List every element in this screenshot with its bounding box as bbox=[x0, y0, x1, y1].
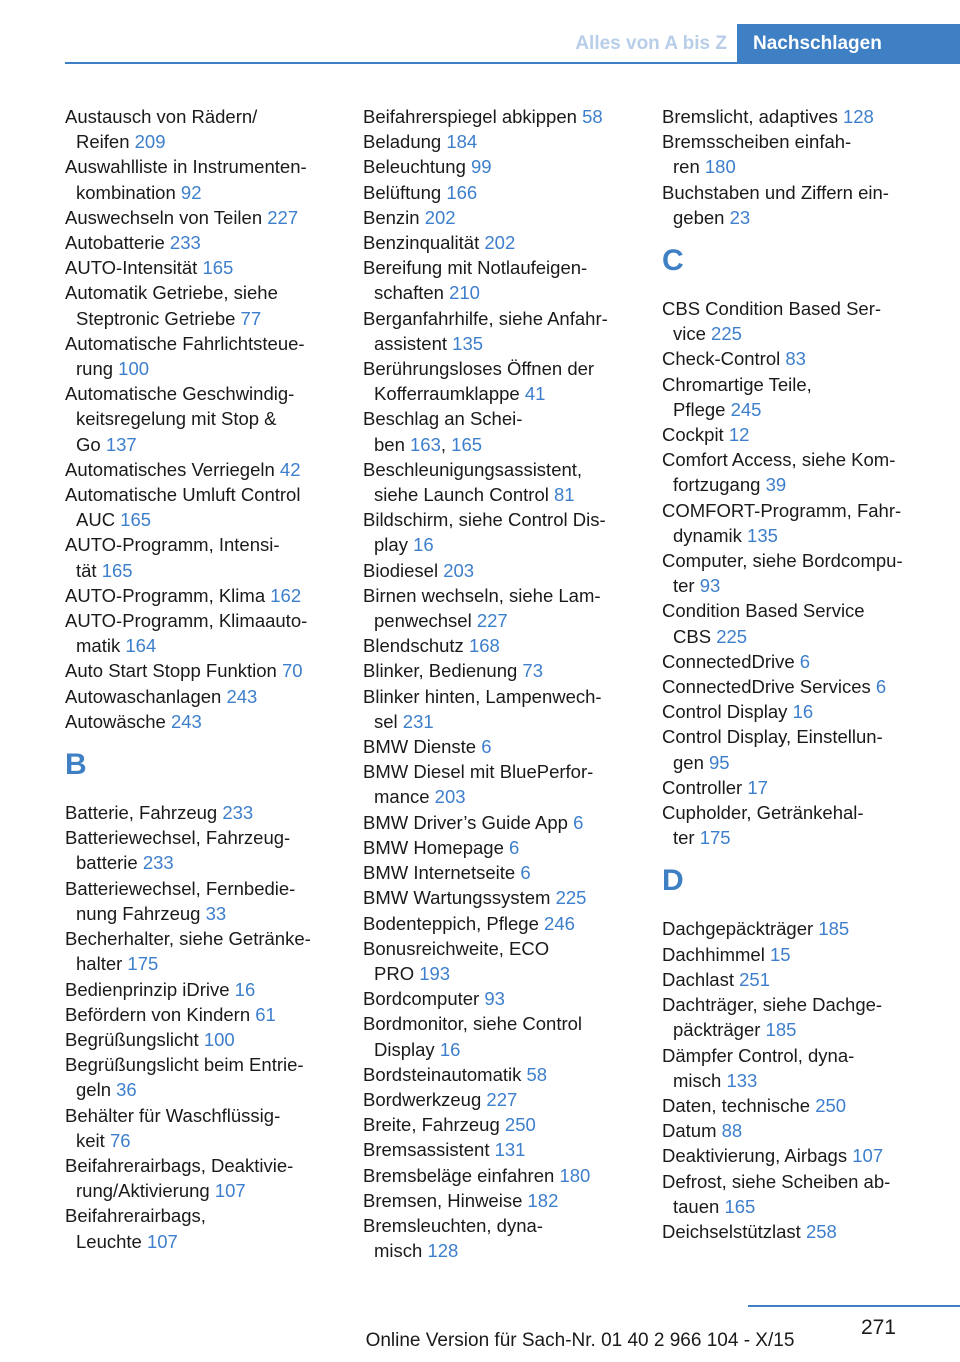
index-term: BMW Dienste bbox=[363, 736, 477, 758]
index-term: Befördern von Kindern bbox=[65, 1003, 251, 1025]
index-term: Batteriewechsel, Fernbedie- nung Fahrzeug bbox=[65, 877, 296, 924]
page-reference-link[interactable]: 246 bbox=[544, 912, 575, 934]
index-term: Daten, technische bbox=[662, 1094, 811, 1116]
page-reference-link[interactable]: 233 bbox=[222, 802, 254, 824]
index-term: Beleuchtung bbox=[363, 156, 466, 178]
footer-note: Online Version für Sach-Nr. 01 40 2 966 104 - X/15 bbox=[365, 1330, 795, 1351]
page-reference-link[interactable]: 128 bbox=[427, 1240, 459, 1262]
page-reference-link[interactable]: 61 bbox=[255, 1003, 276, 1025]
index-term: Beschleunigungsassistent, siehe Launch Control bbox=[363, 458, 583, 506]
page-reference-link[interactable]: 70 bbox=[282, 660, 303, 682]
index-term: Autowäsche bbox=[65, 710, 166, 732]
index-entry bbox=[65, 1153, 337, 1203]
index-entry bbox=[363, 1163, 635, 1188]
index-entry bbox=[65, 205, 337, 230]
index-entry bbox=[65, 532, 337, 582]
index-term: Benzin bbox=[363, 206, 420, 228]
page-reference-link[interactable]: 39 bbox=[765, 474, 787, 496]
page-reference-link[interactable]: 225 bbox=[555, 887, 587, 909]
index-entry bbox=[65, 1103, 337, 1153]
index-term: Control Display, Einstellun- gen bbox=[662, 726, 883, 773]
page-reference-link[interactable]: 250 bbox=[504, 1114, 536, 1136]
index-term: Bordmonitor, siehe Control Display bbox=[363, 1013, 583, 1060]
index-entry bbox=[65, 825, 337, 875]
header-section-title[interactable]: Alles von A bis Z bbox=[575, 33, 727, 54]
page-reference-link[interactable]: 180 bbox=[559, 1164, 591, 1186]
page-reference-link[interactable]: 184 bbox=[446, 131, 478, 153]
index-term: Bremslicht, adaptives bbox=[662, 106, 838, 127]
page-reference-link[interactable]: 6 bbox=[520, 862, 531, 884]
index-entry bbox=[65, 800, 337, 825]
page-reference-link[interactable]: 165 bbox=[451, 433, 483, 455]
index-entry bbox=[662, 1043, 960, 1093]
index-term: Deichselstützlast bbox=[662, 1220, 801, 1242]
index-term: Automatische Geschwindig- keitsregelung mit Stop & Go bbox=[65, 383, 295, 455]
index-entry bbox=[662, 967, 960, 992]
index-term: Bereifung mit Notlaufeigen- schaften bbox=[363, 257, 588, 304]
page-reference-link[interactable]: 92 bbox=[180, 181, 202, 203]
index-entry bbox=[65, 608, 337, 658]
index-entry bbox=[65, 709, 337, 734]
index-letter-heading: B bbox=[65, 748, 87, 782]
index-term: Dachträger, siehe Dachge- päckträger bbox=[662, 994, 883, 1041]
index-term: Check-Control bbox=[662, 348, 781, 370]
page-reference-link[interactable]: 233 bbox=[169, 232, 201, 254]
page-reference-link[interactable]: 180 bbox=[704, 156, 736, 178]
index-entry bbox=[363, 911, 635, 936]
page-reference-link[interactable]: 6 bbox=[799, 650, 811, 672]
index-term: AUTO-Programm, Intensi- tät bbox=[65, 534, 280, 581]
index-entry bbox=[662, 674, 960, 699]
index-term: Bremsbeläge einfahren bbox=[363, 1164, 555, 1186]
index-term: AUTO-Programm, Klima bbox=[65, 584, 266, 606]
index-entry bbox=[363, 734, 635, 759]
index-term: Behälter für Waschflüssig- keit bbox=[65, 1104, 281, 1151]
page-reference-link[interactable]: 33 bbox=[205, 902, 227, 924]
page-reference-link[interactable]: 193 bbox=[419, 962, 451, 984]
index-term: Bildschirm, siehe Control Dis- play bbox=[363, 509, 606, 556]
index-term: Cockpit bbox=[662, 424, 724, 446]
index-entry bbox=[662, 346, 960, 371]
index-term: Automatische Fahrlichtsteue- rung bbox=[65, 332, 305, 380]
index-term: Begrüßungslicht bbox=[65, 1028, 199, 1050]
index-term: Dachhimmel bbox=[662, 943, 765, 965]
index-term: Bordsteinautomatik bbox=[363, 1063, 522, 1085]
page-reference-link[interactable]: 250 bbox=[815, 1094, 847, 1116]
page-reference-link[interactable]: 6 bbox=[509, 836, 520, 858]
index-term: Blendschutz bbox=[363, 635, 464, 657]
index-entry bbox=[363, 684, 635, 734]
index-entry bbox=[363, 658, 635, 683]
index-term: Bremsleuchten, dyna- misch bbox=[363, 1214, 543, 1262]
index-entry bbox=[662, 548, 960, 598]
page-reference-link[interactable]: 210 bbox=[449, 282, 480, 304]
page-reference-link[interactable]: 16 bbox=[792, 701, 814, 723]
index-term: Condition Based Service CBS bbox=[662, 600, 865, 647]
page-reference-link[interactable]: 245 bbox=[730, 398, 762, 420]
page-reference-link[interactable]: 100 bbox=[118, 358, 150, 380]
index-entry bbox=[65, 331, 337, 381]
index-entry bbox=[662, 1219, 960, 1244]
index-term: Auswechseln von Teilen bbox=[65, 206, 263, 228]
index-entry bbox=[65, 230, 337, 255]
index-term: Dachgepäckträger bbox=[662, 918, 814, 940]
page-reference-link[interactable]: 165 bbox=[202, 257, 234, 279]
page-reference-link[interactable]: 88 bbox=[721, 1120, 743, 1142]
page-reference-link[interactable]: 93 bbox=[699, 575, 721, 597]
index-term: Dämpfer Control, dyna- misch bbox=[662, 1044, 855, 1091]
index-term: Beifahrerairbags, Leuchte bbox=[65, 1205, 206, 1252]
index-entry bbox=[363, 558, 635, 583]
index-term: Breite, Fahrzeug bbox=[363, 1114, 500, 1136]
page-reference-link[interactable]: 133 bbox=[726, 1069, 758, 1091]
page-reference-link[interactable]: 12 bbox=[728, 424, 750, 446]
index-entry bbox=[363, 230, 635, 255]
page-reference-link[interactable]: 58 bbox=[582, 106, 603, 127]
page-reference-link[interactable]: 225 bbox=[711, 323, 742, 345]
index-entry bbox=[363, 154, 635, 179]
page-reference-link[interactable]: 107 bbox=[852, 1145, 884, 1167]
index-term: Automatik Getriebe, siehe Steptronic Getriebe bbox=[65, 282, 278, 329]
index-term: Bonusreichweite, ECO PRO bbox=[363, 937, 550, 984]
index-entry bbox=[65, 457, 337, 482]
page-reference-link[interactable]: 165 bbox=[724, 1195, 756, 1217]
index-entry bbox=[65, 977, 337, 1002]
page-reference-link[interactable]: 243 bbox=[226, 685, 258, 707]
page-reference-link[interactable]: 99 bbox=[471, 156, 492, 178]
index-term: Batterie, Fahrzeug bbox=[65, 802, 218, 824]
index-term: ConnectedDrive bbox=[662, 650, 795, 672]
index-term: AUTO-Intensität bbox=[65, 257, 198, 279]
index-term: Beladung bbox=[363, 131, 442, 153]
index-term: Austausch von Rädern/ Reifen bbox=[65, 106, 258, 153]
index-term: Deaktivierung, Airbags bbox=[662, 1145, 848, 1167]
page-reference-link[interactable]: 243 bbox=[170, 710, 202, 732]
index-term: Birnen wechseln, siehe Lam- penwechsel bbox=[363, 584, 601, 632]
index-term: COMFORT-Programm, Fahr- dynamik bbox=[662, 499, 902, 546]
index-term: Control Display bbox=[662, 701, 788, 723]
index-term: BMW Homepage bbox=[363, 836, 504, 858]
index-entry bbox=[662, 104, 960, 129]
page-reference-link[interactable]: 6 bbox=[481, 736, 492, 758]
index-entry bbox=[662, 649, 960, 674]
page-reference-link[interactable]: 16 bbox=[413, 534, 434, 556]
page-reference-link[interactable]: 168 bbox=[468, 635, 500, 657]
index-term: Comfort Access, siehe Kom- fortzugang bbox=[662, 449, 896, 496]
page-reference-link[interactable]: 175 bbox=[127, 953, 159, 975]
page-reference-link[interactable]: 41 bbox=[524, 383, 546, 405]
page-reference-link[interactable]: 137 bbox=[105, 433, 137, 455]
index-entry bbox=[363, 205, 635, 230]
index-entry bbox=[363, 633, 635, 658]
page-reference-link[interactable]: 6 bbox=[875, 676, 887, 698]
index-entry bbox=[363, 1062, 635, 1087]
page-reference-link[interactable]: 93 bbox=[484, 988, 505, 1010]
index-entry bbox=[363, 457, 635, 507]
index-term: Berührungsloses Öffnen der Kofferraumklappe bbox=[363, 358, 595, 405]
index-entry bbox=[65, 926, 337, 976]
page-reference-link[interactable]: 135 bbox=[452, 332, 484, 354]
page-reference-link[interactable]: 166 bbox=[446, 181, 478, 203]
page-reference-link[interactable]: 203 bbox=[434, 786, 466, 808]
index-entry bbox=[363, 255, 635, 305]
index-term: Becherhalter, siehe Getränke- halter bbox=[65, 928, 311, 975]
index-entry bbox=[662, 724, 960, 774]
index-term: BMW Wartungssystem bbox=[363, 887, 551, 909]
footer-rule bbox=[748, 1305, 960, 1307]
index-entry bbox=[65, 104, 337, 154]
index-entry bbox=[662, 1169, 960, 1219]
page-reference-link[interactable]: 182 bbox=[527, 1189, 559, 1211]
index-term: Benzinqualität bbox=[363, 232, 480, 254]
index-column-2 bbox=[363, 104, 635, 1263]
page-reference-link[interactable]: 83 bbox=[785, 348, 806, 370]
page-reference-link[interactable]: 15 bbox=[769, 943, 791, 965]
index-term: Begrüßungslicht beim Entrie- geln bbox=[65, 1054, 304, 1101]
index-entry bbox=[662, 1143, 960, 1168]
page-reference-link[interactable]: 107 bbox=[146, 1230, 178, 1252]
page-reference-link[interactable]: 16 bbox=[439, 1038, 461, 1060]
index-term: Blinker hinten, Lampenwech- sel bbox=[363, 685, 602, 732]
page-reference-link[interactable]: 164 bbox=[125, 635, 157, 657]
page-reference-link[interactable]: 128 bbox=[842, 106, 874, 127]
page-number: 271 bbox=[860, 1316, 896, 1339]
index-term: Beschlag an Schei- ben bbox=[363, 408, 523, 455]
index-entry bbox=[662, 1118, 960, 1143]
page-reference-link[interactable]: 231 bbox=[402, 710, 434, 732]
index-term: Blinker, Bedienung bbox=[363, 660, 518, 682]
page-reference-link[interactable]: 203 bbox=[443, 559, 475, 581]
index-term: Bremsen, Hinweise bbox=[363, 1189, 523, 1211]
index-term: Auto Start Stopp Funktion bbox=[65, 660, 277, 682]
index-entry bbox=[662, 372, 960, 422]
index-entry bbox=[662, 1093, 960, 1118]
index-term: Berganfahrhilfe, siehe Anfahr- assistent bbox=[363, 307, 608, 354]
page-reference-link[interactable]: 23 bbox=[729, 206, 751, 228]
index-entry bbox=[363, 936, 635, 986]
index-entry bbox=[65, 658, 337, 683]
page-reference-link[interactable]: 81 bbox=[553, 484, 575, 506]
index-entry: Beschlag an Schei- ben 163, 165 bbox=[363, 408, 523, 455]
index-entry bbox=[363, 835, 635, 860]
page-reference-link[interactable]: 175 bbox=[699, 827, 731, 849]
page-reference-link[interactable]: 58 bbox=[526, 1063, 548, 1085]
index-entry bbox=[363, 1112, 635, 1137]
page-reference-link[interactable]: 202 bbox=[424, 206, 456, 228]
index-entry bbox=[65, 255, 337, 280]
index-entry bbox=[363, 810, 635, 835]
index-entry bbox=[662, 296, 960, 346]
index-term: ConnectedDrive Services bbox=[662, 676, 871, 698]
index-entry bbox=[662, 498, 960, 548]
index-entry bbox=[65, 1027, 337, 1052]
index-entry bbox=[65, 1002, 337, 1027]
page-reference-link[interactable]: 107 bbox=[214, 1180, 246, 1202]
index-entry bbox=[662, 699, 960, 724]
index-term: Beifahrerspiegel abkippen bbox=[363, 106, 577, 127]
index-entry bbox=[363, 306, 635, 356]
index-term: BMW Driver’s Guide App bbox=[363, 811, 568, 833]
index-term: Batteriewechsel, Fahrzeug- batterie bbox=[65, 827, 291, 874]
index-entry bbox=[662, 992, 960, 1042]
index-term: Chromartige Teile, Pflege bbox=[662, 373, 812, 420]
page-reference-link[interactable]: 227 bbox=[486, 1088, 518, 1110]
index-term: Bremsscheiben einfah- ren bbox=[662, 131, 852, 178]
page-reference-link[interactable]: 131 bbox=[494, 1139, 526, 1161]
index-entry bbox=[363, 759, 635, 809]
index-term: Automatisches Verriegeln bbox=[65, 458, 275, 480]
page-reference-link[interactable]: 258 bbox=[805, 1220, 837, 1242]
index-term: Belüftung bbox=[363, 181, 442, 203]
index-term: Auswahlliste in Instrumenten- kombination bbox=[65, 156, 307, 203]
index-term: Bremsassistent bbox=[363, 1139, 490, 1161]
page-reference-link[interactable]: 76 bbox=[109, 1129, 131, 1151]
page-reference-link[interactable]: 77 bbox=[240, 307, 262, 329]
page-reference-link[interactable]: 36 bbox=[116, 1079, 137, 1101]
index-entry bbox=[363, 129, 635, 154]
index-term: Bordwerkzeug bbox=[363, 1088, 482, 1110]
index-entry bbox=[363, 986, 635, 1011]
index-entry bbox=[363, 1087, 635, 1112]
index-entry bbox=[662, 180, 960, 230]
index-entry bbox=[363, 104, 635, 129]
index-entry bbox=[65, 482, 337, 532]
index-entry bbox=[363, 885, 635, 910]
index-term: Bodenteppich, Pflege bbox=[363, 912, 539, 934]
index-term: Computer, siehe Bordcompu- ter bbox=[662, 550, 903, 597]
index-column-1 bbox=[65, 104, 337, 1254]
index-entry bbox=[662, 129, 960, 179]
index-entry bbox=[65, 876, 337, 926]
index-entry bbox=[662, 775, 960, 800]
index-entry bbox=[65, 381, 337, 457]
page-reference-link[interactable]: 202 bbox=[484, 232, 516, 254]
index-term: Autobatterie bbox=[65, 232, 165, 254]
index-entry bbox=[363, 1011, 635, 1061]
index-entry bbox=[363, 1137, 635, 1162]
page-reference-link[interactable]: 95 bbox=[709, 751, 730, 773]
page-reference-link[interactable]: 135 bbox=[747, 524, 778, 546]
index-term: BMW Diesel mit BluePerfor- mance bbox=[363, 761, 594, 808]
page-reference-link[interactable]: 165 bbox=[120, 509, 152, 531]
index-letter-heading: D bbox=[662, 864, 684, 898]
page-reference-link[interactable]: 227 bbox=[476, 610, 508, 632]
index-letter-heading: C bbox=[662, 244, 684, 278]
index-entry bbox=[65, 583, 337, 608]
page-reference-link[interactable]: 163 bbox=[410, 433, 441, 455]
index-term: Dachlast bbox=[662, 968, 734, 990]
page-reference-link[interactable]: 185 bbox=[765, 1019, 797, 1041]
index-entry bbox=[363, 356, 635, 406]
index-entry bbox=[662, 800, 960, 850]
page-reference-link[interactable]: 16 bbox=[234, 978, 256, 1000]
index-term: Datum bbox=[662, 1120, 717, 1142]
page-reference-link[interactable]: 6 bbox=[573, 811, 584, 833]
page-reference-link[interactable]: 185 bbox=[818, 918, 850, 940]
page-reference-link[interactable]: 17 bbox=[747, 776, 768, 798]
index-entry bbox=[363, 860, 635, 885]
index-entry bbox=[65, 1052, 337, 1102]
index-term: BMW Internetseite bbox=[363, 862, 516, 884]
index-term: CBS Condition Based Ser- vice bbox=[662, 298, 882, 345]
index-entry bbox=[363, 583, 635, 633]
page-reference-link[interactable]: 73 bbox=[522, 660, 543, 682]
index-entry bbox=[662, 916, 960, 941]
index-column-3 bbox=[662, 104, 960, 1244]
page-reference-link[interactable]: 165 bbox=[101, 559, 133, 581]
index-entry bbox=[65, 684, 337, 709]
index-entry bbox=[65, 1203, 337, 1253]
page-reference-link[interactable]: 100 bbox=[203, 1028, 235, 1050]
page-reference-link[interactable]: 227 bbox=[267, 206, 299, 228]
header-chapter-tab[interactable]: Nachschlagen bbox=[737, 24, 960, 64]
page-reference-link[interactable]: 162 bbox=[270, 584, 302, 606]
index-term: Controller bbox=[662, 776, 743, 798]
index-term: Cupholder, Getränkehal- ter bbox=[662, 802, 864, 849]
index-term: Buchstaben und Ziffern ein- geben bbox=[662, 181, 889, 228]
index-entry bbox=[363, 1213, 635, 1263]
page-reference-link[interactable]: 225 bbox=[716, 625, 748, 647]
index-entry bbox=[662, 447, 960, 497]
index-term: Autowaschanlagen bbox=[65, 685, 222, 707]
index-entry bbox=[662, 598, 960, 648]
page-reference-link[interactable]: 209 bbox=[134, 131, 166, 153]
index-entry bbox=[662, 422, 960, 447]
index-entry bbox=[363, 180, 635, 205]
index-term: AUTO-Programm, Klimaauto- matik bbox=[65, 610, 308, 657]
index-term: Automatische Umluft Control AUC bbox=[65, 484, 301, 531]
index-term: Bedienprinzip iDrive bbox=[65, 978, 230, 1000]
index-term: Biodiesel bbox=[363, 559, 439, 581]
page-reference-link[interactable]: 251 bbox=[739, 968, 770, 990]
index-term: Bordcomputer bbox=[363, 988, 480, 1010]
index-entry bbox=[662, 942, 960, 967]
page-reference-link[interactable]: 233 bbox=[142, 852, 174, 874]
index-term: Defrost, siehe Scheiben ab- tauen bbox=[662, 1170, 891, 1217]
index-entry bbox=[65, 154, 337, 204]
index-entry bbox=[363, 507, 635, 557]
index-entry bbox=[363, 1188, 635, 1213]
index-term: Beifahrerairbags, Deaktivie- rung/Aktivierung bbox=[65, 1154, 294, 1202]
index-entry bbox=[65, 280, 337, 330]
page-reference-link[interactable]: 42 bbox=[279, 458, 301, 480]
